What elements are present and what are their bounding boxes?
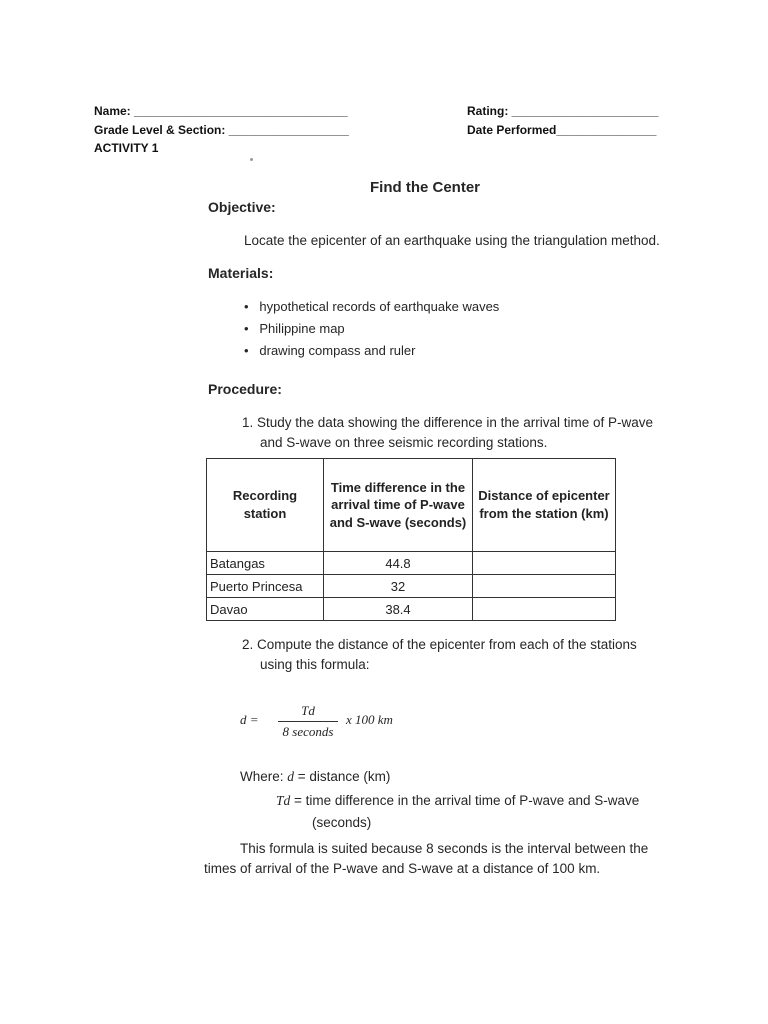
formula-numerator: Td [301, 703, 315, 718]
where-td-definition: = time difference in the arrival time of P-wave and S-wave [290, 793, 640, 808]
where-td-line [276, 793, 639, 809]
step-1-text-cont: and S-wave on three seismic recording stations. [260, 435, 548, 450]
scan-speck [250, 158, 253, 161]
materials-item: • Philippine map [244, 321, 345, 336]
activity-label: ACTIVITY 1 [94, 141, 159, 155]
step-2-text-cont: using this formula: [260, 657, 370, 672]
fraction-bar [278, 721, 338, 722]
distance-cell[interactable] [473, 552, 616, 575]
seismic-data-table [206, 458, 616, 621]
objective-heading: Objective: [208, 199, 276, 215]
table-row [207, 598, 616, 621]
formula-fraction [278, 703, 338, 740]
materials-item: • drawing compass and ruler [244, 343, 416, 358]
where-d-definition: = distance (km) [294, 769, 391, 784]
step-2-text: 2. Compute the distance of the epicenter from each of the stations [242, 637, 637, 652]
where-td-variable: Td [276, 793, 291, 808]
worksheet-scan [190, 155, 660, 895]
formula-note-cont: times of arrival of the P-wave and S-wave at a distance of 100 km. [204, 861, 601, 876]
station-cell: Davao [207, 598, 324, 621]
station-cell: Puerto Princesa [207, 575, 324, 598]
table-header-row [207, 459, 616, 552]
where-d-variable: d [287, 769, 295, 784]
formula-denominator: 8 seconds [282, 724, 334, 739]
materials-item-text: Philippine map [259, 321, 345, 336]
name-field[interactable]: Name: ________________________________ [94, 104, 348, 118]
distance-cell[interactable] [473, 598, 616, 621]
formula-lhs: d = [240, 712, 259, 727]
grade-section-field[interactable]: Grade Level & Section: __________________ [94, 123, 349, 137]
materials-item-text: drawing compass and ruler [259, 343, 416, 358]
materials-heading: Materials: [208, 265, 274, 281]
where-prefix: Where: [240, 769, 288, 784]
rating-field[interactable]: Rating: ______________________ [467, 104, 659, 118]
materials-item-text: hypothetical records of earthquake waves [259, 299, 500, 314]
date-performed-field[interactable]: Date Performed_______________ [467, 123, 657, 137]
time-cell: 38.4 [324, 598, 473, 621]
time-cell: 32 [324, 575, 473, 598]
station-cell: Batangas [207, 552, 324, 575]
where-td-unit: (seconds) [312, 815, 372, 830]
table-row [207, 552, 616, 575]
formula-rhs: x 100 km [346, 712, 393, 727]
column-header-station: Recording station [207, 459, 324, 552]
column-header-time-difference: Time difference in the arrival time of P-wave and S-wave (seconds) [324, 459, 473, 552]
worksheet-title: Find the Center [370, 179, 481, 196]
distance-cell[interactable] [473, 575, 616, 598]
step-1-text: 1. Study the data showing the difference in the arrival time of P-wave [242, 415, 653, 430]
materials-item: • hypothetical records of earthquake waves [244, 299, 500, 314]
formula-note: This formula is suited because 8 seconds is the interval between the [240, 841, 649, 856]
table-row [207, 575, 616, 598]
objective-text: Locate the epicenter of an earthquake using the triangulation method. [244, 233, 660, 248]
time-cell: 44.8 [324, 552, 473, 575]
procedure-heading: Procedure: [208, 381, 282, 397]
where-d-line [240, 769, 390, 785]
column-header-distance: Distance of epicenter from the station (km) [473, 459, 616, 552]
